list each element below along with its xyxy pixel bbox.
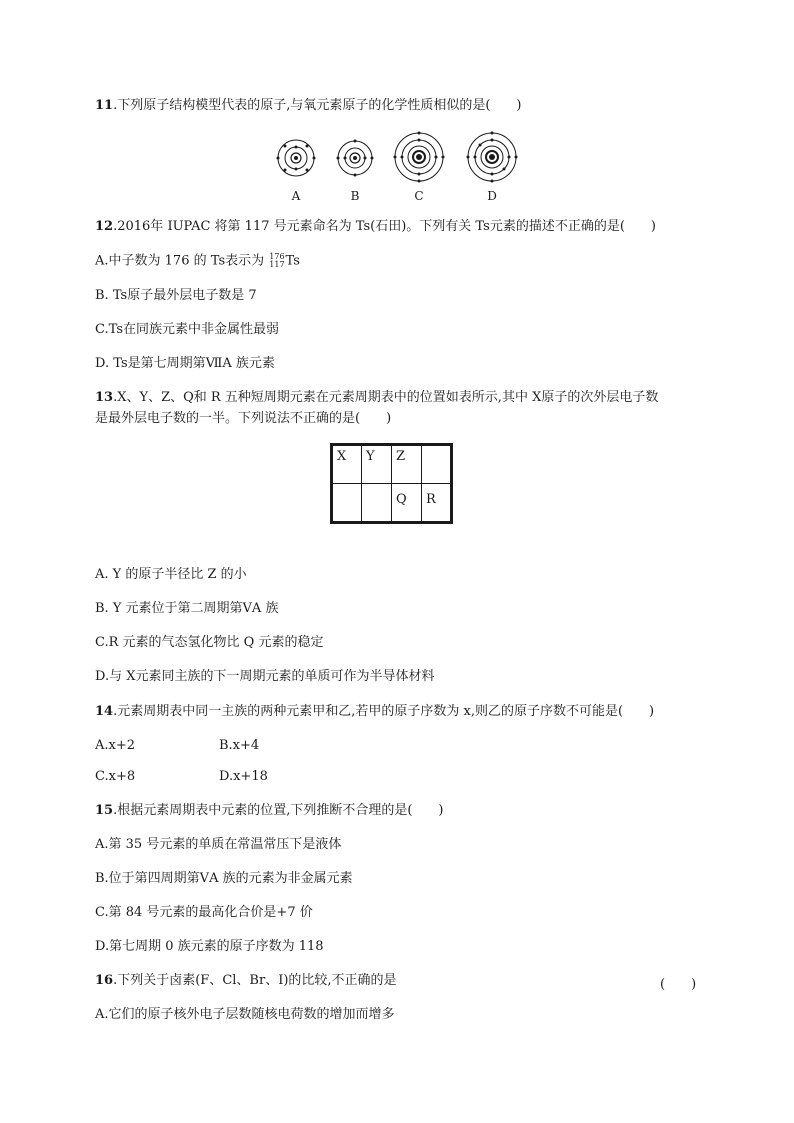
- option-a: A.第 35 号元素的单质在常温常压下是液体: [95, 837, 342, 852]
- table-cell: X: [332, 445, 362, 484]
- option-d: D.与 X元素同主族的下一周期元素的单质可作为半导体材料: [95, 669, 435, 684]
- table-row: [332, 484, 452, 523]
- table-cell: Q: [392, 484, 422, 523]
- option-c: C.R 元素的气态氢化物比 Q 元素的稳定: [95, 635, 324, 650]
- table-cell: [422, 445, 452, 484]
- question-13-stem: [95, 390, 658, 406]
- atom-model-c: [393, 131, 445, 183]
- question-16-stem: [95, 973, 397, 989]
- option-label-a: A: [291, 189, 301, 203]
- table-cell: [332, 484, 362, 523]
- mass-number: 176: [269, 252, 285, 261]
- atom-model-b: [335, 138, 375, 178]
- table-cell: R: [422, 484, 452, 523]
- option-label-d: D: [487, 189, 497, 203]
- option-d: D. Ts是第七周期第ⅦA 族元素: [95, 356, 275, 371]
- question-text: .下列关于卤素(F、Cl、Br、I)的比较,不正确的是: [113, 973, 397, 988]
- question-number: 14: [95, 704, 114, 719]
- atom-diagram-icon: [393, 131, 445, 183]
- option-d: D.x+18: [219, 769, 268, 784]
- option-a: [95, 253, 300, 270]
- periodic-table-fragment: [330, 443, 453, 524]
- question-14-stem: [95, 704, 654, 720]
- nuclide-notation: [269, 253, 284, 269]
- option-b: B. Ts原子最外层电子数是 7: [95, 288, 257, 303]
- option-label-c: C: [414, 189, 424, 203]
- option-c: C.第 84 号元素的最高化合价是+7 价: [95, 905, 313, 920]
- question-11-stem: [95, 98, 522, 114]
- option-text: A.中子数为 176 的 Ts表示为: [95, 253, 269, 269]
- answer-blank: ( ): [660, 977, 697, 992]
- question-text: .2016年 IUPAC 将第 117 号元素命名为 Ts(石田)。下列有关 Ts元素的描述不正确的是( ): [113, 219, 656, 234]
- atomic-number: 117: [269, 260, 285, 269]
- option-d: D.第七周期 0 族元素的原子序数为 118: [95, 939, 324, 954]
- atom-diagram-icon: [466, 131, 518, 183]
- question-15-stem: [95, 803, 444, 819]
- atom-model-a: [276, 138, 316, 178]
- question-text: .X、Y、Z、Q和 R 五种短周期元素在元素周期表中的位置如表所示,其中 X原子的次外层电子数: [113, 390, 659, 405]
- question-text: .元素周期表中同一主族的两种元素甲和乙,若甲的原子序数为 x,则乙的原子序数不可能是( ): [113, 704, 655, 719]
- option-c: C.x+8: [95, 769, 136, 784]
- question-text: .下列原子结构模型代表的原子,与氧元素原子的化学性质相似的是( ): [113, 98, 522, 113]
- question-number: 11: [95, 98, 114, 113]
- option-label-b: B: [350, 189, 360, 203]
- option-b: B.x+4: [219, 738, 260, 753]
- option-a: A.它们的原子核外电子层数随核电荷数的增加而增多: [95, 1007, 395, 1022]
- atom-diagram-icon: [276, 138, 316, 178]
- option-b: B.位于第四周期第ⅤA 族的元素为非金属元素: [95, 871, 353, 886]
- table-cell: Y: [362, 445, 392, 484]
- question-12-stem: [95, 219, 656, 235]
- table-row: [332, 445, 452, 484]
- question-13-stem-cont: 是最外层电子数的一半。下列说法不正确的是( ): [95, 411, 392, 426]
- option-c: C.Ts在同族元素中非金属性最弱: [95, 322, 280, 337]
- question-number: 16: [95, 973, 114, 988]
- atom-diagram-icon: [335, 138, 375, 178]
- element-symbol: Ts: [285, 253, 300, 269]
- table-cell: Z: [392, 445, 422, 484]
- question-number: 12: [95, 219, 114, 234]
- atom-model-d: [466, 131, 518, 183]
- option-a: A. Y 的原子半径比 Z 的小: [95, 567, 247, 582]
- question-number: 13: [95, 390, 114, 405]
- option-a: A.x+2: [95, 738, 136, 753]
- table-cell: [362, 484, 392, 523]
- question-text: .根据元素周期表中元素的位置,下列推断不合理的是( ): [113, 803, 444, 818]
- option-b: B. Y 元素位于第二周期第ⅤA 族: [95, 601, 279, 616]
- question-number: 15: [95, 803, 114, 818]
